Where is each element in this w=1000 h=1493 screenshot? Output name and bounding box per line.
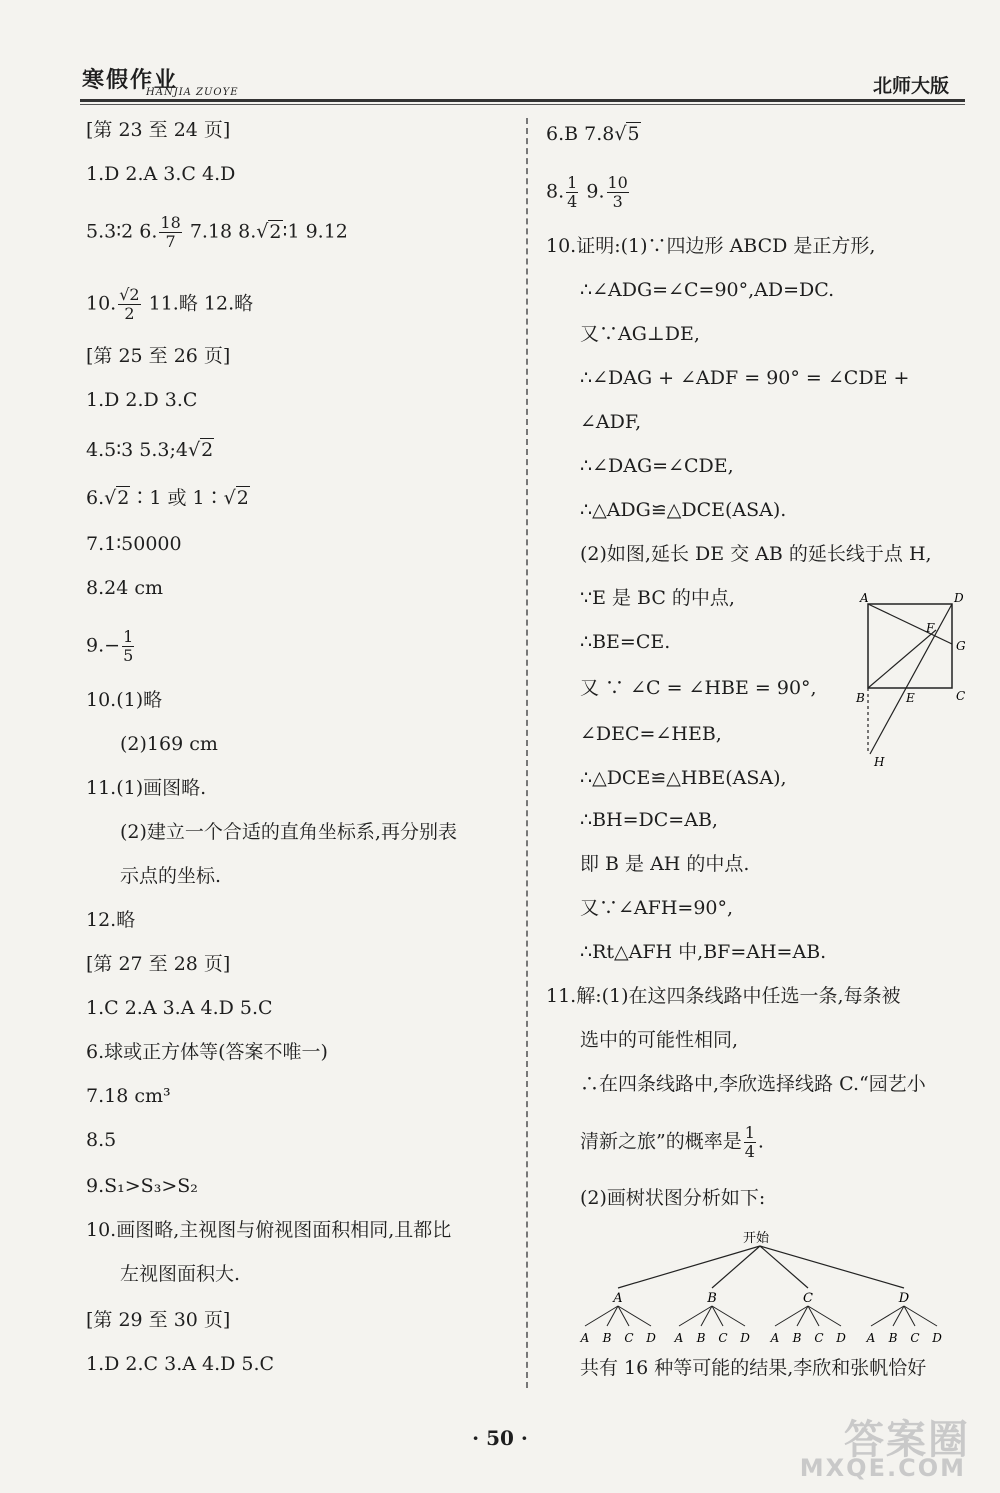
column-divider xyxy=(526,118,528,1388)
tree-diagram xyxy=(570,1226,950,1350)
answer-line xyxy=(86,628,136,665)
answer-line: ∴∠DAG + ∠ADF = 90° = ∠CDE + xyxy=(580,367,910,389)
answer-line: 7.1∶50000 xyxy=(86,533,182,555)
answer-text: . xyxy=(757,1130,764,1153)
fraction-numerator: 18 xyxy=(160,213,181,232)
fraction xyxy=(607,174,629,211)
tree-leaf: D xyxy=(836,1331,846,1345)
answer-line: 7.18 cm³ xyxy=(86,1085,171,1107)
watermark-logo: 答案圈 xyxy=(844,1417,970,1463)
answer-text: 清新之旅”的概率是 xyxy=(580,1130,742,1153)
answer-line: 9.S₁>S₃>S₂ xyxy=(86,1175,198,1197)
answer-line: ∴BH=DC=AB, xyxy=(580,809,718,831)
tree-leaf: C xyxy=(814,1331,824,1345)
answer-line: 选中的可能性相同, xyxy=(580,1029,739,1051)
answer-line: 8.5 xyxy=(86,1129,117,1151)
answer-line: ∴△ADG≌△DCE(ASA). xyxy=(580,499,787,521)
tree-leaf: B xyxy=(696,1331,706,1345)
answer-line: 左视图面积大. xyxy=(120,1263,241,1285)
answer-text: 5.3∶2 6. xyxy=(86,220,158,243)
answer-line: 1.D 2.D 3.C xyxy=(86,389,198,411)
answer-text: 11.略 12.略 xyxy=(142,292,254,315)
label-h: H xyxy=(874,755,885,768)
logo-subtitle: HANJIA ZUOYE xyxy=(146,87,239,98)
answer-line: 又∵∠AFH=90°, xyxy=(580,897,734,919)
radicand: 2 xyxy=(117,487,130,509)
answer-line: 示点的坐标. xyxy=(120,865,222,887)
answer-text: ∶1 9.12 xyxy=(282,220,348,243)
tree-leaf: D xyxy=(932,1331,942,1345)
answer-line: (2)建立一个合适的直角坐标系,再分别表 xyxy=(120,821,457,843)
tree-level1 xyxy=(612,1291,909,1306)
edition-label: 北师大版 xyxy=(872,75,949,97)
section-title: [第 27 至 28 页] xyxy=(86,953,231,975)
tree-node-b: B xyxy=(707,1291,717,1306)
answer-text: 4.5∶3 5.3;4 xyxy=(86,439,188,461)
page-header xyxy=(80,55,965,103)
line-dh xyxy=(870,604,952,754)
label-c: C xyxy=(956,689,966,703)
answer-line: 又∵AG⊥DE, xyxy=(580,323,700,345)
tree-node-c: C xyxy=(803,1291,813,1306)
branch xyxy=(760,1246,808,1288)
answer-line: (2)169 cm xyxy=(120,733,218,755)
fraction-numerator: 10 xyxy=(607,173,628,192)
answer-line xyxy=(86,286,253,323)
header-rule-thin xyxy=(80,104,965,105)
answer-line xyxy=(580,1124,764,1161)
radicand: 2 xyxy=(201,439,214,461)
answer-text: 9. xyxy=(580,180,605,203)
radicand: 5 xyxy=(627,123,640,145)
logo-title: 寒假作业 xyxy=(82,67,179,93)
branch xyxy=(760,1246,904,1288)
fraction xyxy=(159,214,181,251)
label-d: D xyxy=(954,591,964,605)
answer-line: 1.D 2.C 3.A 4.D 5.C xyxy=(86,1353,275,1375)
tree-leaf: D xyxy=(740,1331,750,1345)
line-bf xyxy=(868,630,936,688)
answer-line: (2)画树状图分析如下: xyxy=(580,1187,766,1209)
answer-line: ∴∠ADG=∠C=90°,AD=DC. xyxy=(580,279,835,301)
answer-text: 6. xyxy=(86,487,105,509)
fraction-numerator: 1 xyxy=(123,627,134,646)
tree-leaves xyxy=(580,1306,943,1345)
answer-line: (2)如图,延长 DE 交 AB 的延长线于点 H, xyxy=(580,543,932,565)
answer-line: ∴Rt△AFH 中,BF=AH=AB. xyxy=(580,941,827,963)
answer-line: 11.解:(1)在这四条线路中任选一条,每条被 xyxy=(546,985,901,1007)
fraction xyxy=(118,286,140,323)
fraction-denominator: 4 xyxy=(744,1142,755,1161)
branch xyxy=(712,1246,760,1288)
answer-text: ∶1 或 1∶ xyxy=(130,487,224,509)
fraction-denominator: 3 xyxy=(612,192,623,211)
answer-text: 7.18 8. xyxy=(183,220,257,243)
tree-leaf: A xyxy=(866,1331,876,1345)
label-a: A xyxy=(860,591,869,605)
answer-line: 10.证明:(1)∵四边形 ABCD 是正方形, xyxy=(546,235,876,257)
answer-line: 又 ∵ ∠C = ∠HBE = 90°, xyxy=(580,677,817,699)
answer-line: 1.D 2.A 3.C 4.D xyxy=(86,163,236,185)
fraction xyxy=(122,628,134,665)
fraction-numerator: 1 xyxy=(567,173,578,192)
radicand: 2 xyxy=(269,220,282,243)
tree-leaf: B xyxy=(792,1331,802,1345)
tree-leaf: A xyxy=(580,1331,590,1345)
answer-line: 11.(1)画图略. xyxy=(86,777,207,799)
answer-line: 6.球或正方体等(答案不唯一) xyxy=(86,1041,328,1063)
answer-line: ∴在四条线路中,李欣选择线路 C.“园艺小 xyxy=(580,1073,926,1095)
tree-leaf: C xyxy=(624,1331,634,1345)
answer-line: ∴BE=CE. xyxy=(580,631,671,653)
fraction-denominator: 2 xyxy=(124,304,135,323)
answer-line: 即 B 是 AH 的中点. xyxy=(580,853,750,875)
answer-text: 8. xyxy=(546,180,565,203)
tree-root: 开始 xyxy=(742,1231,770,1246)
fraction-denominator: 7 xyxy=(165,232,176,251)
section-title: [第 25 至 26 页] xyxy=(86,345,231,367)
answer-line: ∴∠DAG=∠CDE, xyxy=(580,455,734,477)
square-abcd xyxy=(868,604,952,688)
answer-line: ∠ADF, xyxy=(580,411,642,433)
answer-line: ∵E 是 BC 的中点, xyxy=(580,587,735,609)
fraction-numerator: √2 xyxy=(119,285,140,304)
answer-text: 10. xyxy=(86,292,117,315)
answer-line: 1.C 2.A 3.A 4.D 5.C xyxy=(86,997,273,1019)
radicand: 2 xyxy=(236,487,249,509)
answer-line: 6.B 7.8√5 xyxy=(546,123,640,145)
watermark-url: MXQE.COM xyxy=(799,1454,966,1482)
fraction xyxy=(744,1124,756,1161)
answer-line: 共有 16 种等可能的结果,李欣和张帆恰好 xyxy=(580,1357,927,1379)
fraction-numerator: 1 xyxy=(744,1123,755,1142)
label-b: B xyxy=(856,691,865,705)
section-title: [第 29 至 30 页] xyxy=(86,1309,231,1331)
answer-text: 6.B 7.8 xyxy=(546,123,615,145)
line-ag xyxy=(868,604,952,644)
geometry-figure xyxy=(848,588,970,768)
tree-leaf: C xyxy=(910,1331,920,1345)
answer-line: 8.24 cm xyxy=(86,577,164,599)
fraction xyxy=(566,174,578,211)
header-rule xyxy=(80,99,965,102)
answer-line: ∠DEC=∠HEB, xyxy=(580,723,722,745)
answer-line: 5.3∶2 6. $\frac{18}{7}$ 7.18 8.√2∶1 9.12 xyxy=(86,213,348,251)
section-title: [第 23 至 24 页] xyxy=(86,119,231,141)
answer-line: 6.√2∶1 或 1∶√2 xyxy=(86,487,249,509)
answer-line: 4.5∶3 5.3;4√2 xyxy=(86,439,214,461)
tree-leaf: B xyxy=(602,1331,612,1345)
tree-leaf: A xyxy=(674,1331,684,1345)
answer-line: 10.(1)略 xyxy=(86,689,163,711)
fraction-denominator: 4 xyxy=(567,192,578,211)
tree-leaf: A xyxy=(770,1331,780,1345)
answer-line: 10.画图略,主视图与俯视图面积相同,且都比 xyxy=(86,1219,452,1241)
answer-text: 9.− xyxy=(86,634,121,657)
tree-leaf: C xyxy=(718,1331,728,1345)
label-e: E xyxy=(906,691,915,705)
branch xyxy=(618,1246,760,1288)
answer-line: 12.略 xyxy=(86,909,136,931)
fraction-denominator: 5 xyxy=(123,646,134,665)
tree-node-a: A xyxy=(613,1291,623,1306)
tree-leaf: B xyxy=(888,1331,898,1345)
brand-logo xyxy=(80,57,270,101)
tree-node-d: D xyxy=(898,1291,910,1306)
label-g: G xyxy=(956,639,966,653)
tree-branches xyxy=(618,1246,904,1288)
label-f: F xyxy=(926,621,935,635)
tree-leaf: D xyxy=(646,1331,656,1345)
page-number: · 50 · xyxy=(472,1426,528,1450)
answer-line xyxy=(546,174,631,211)
answer-line: ∴△DCE≌△HBE(ASA), xyxy=(580,767,787,789)
